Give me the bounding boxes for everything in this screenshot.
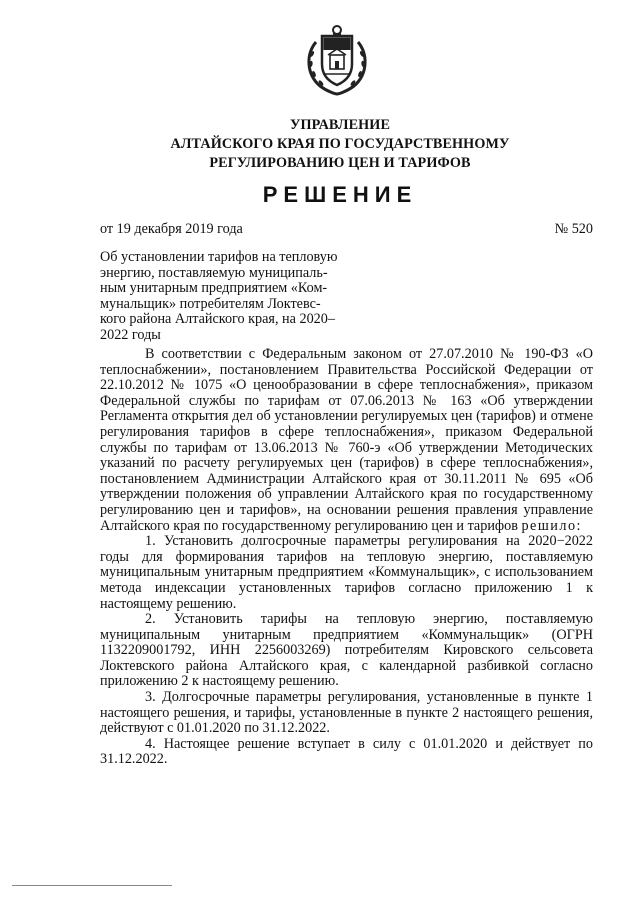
document-date: от 19 декабря 2019 года <box>100 221 243 237</box>
subject-line: кого района Алтайского края, на 2020– <box>100 311 335 328</box>
footer-divider <box>12 885 172 886</box>
document-subject <box>100 250 348 344</box>
subject-line: 2022 годы <box>100 326 161 343</box>
document-title: РЕШЕНИЕ <box>262 182 418 207</box>
preamble-text: В соответствии с Федеральным законом от 27.07.2010 № 190-ФЗ «О теплоснабжении», постановлением Правительства Российской Федерации от 22.10.2012 № 1075 «О ценообразовании в сфере теплоснабжения», приказом Федеральной службы по тарифам от 07.06.2013 № 163 «Об утверждении Регламента открытия дел об установлении регулируемых цен (тарифов) и отмене регулирования тарифов в сфере теплоснабжения», приказом Федеральной службы по тарифам от 13.06.2013 № 760-э «Об утверждении Методических указаний по расчету регулируемых цен (тарифов) в сфере теплоснабжения», постановлением Администрации Алтайского края от 30.11.2011 № 695 «Об утверждении положения об управлении Алтайского края по государственному регулированию цен и тарифов», на основании решения правления управление Алтайского края по государственному регулированию цен и тарифов <box>100 346 593 534</box>
agency-line: РЕГУЛИРОВАНИЮ ЦЕН И ТАРИФОВ <box>209 155 471 171</box>
decided-word: решило <box>521 517 577 534</box>
preamble-paragraph <box>100 347 593 534</box>
agency-name <box>100 116 580 173</box>
subject-line: ным унитарным предприятием «Ком- <box>100 280 328 297</box>
agency-line: АЛТАЙСКОГО КРАЯ ПО ГОСУДАРСТВЕННОМУ <box>170 136 510 152</box>
item-paragraph: 2. Установить тарифы на тепловую энергию, поставляемую муниципальным унитарным предприятием «Коммунальщик» (ОГРН 1132209001792, ИНН 2256003269) потребителям Кировского сельсовета Локтевского района Алтайского края, с календарной разбивкой согласно приложению 2 к настоящему решению. <box>100 611 593 690</box>
subject-line: мунальщик» потребителям Локтевс- <box>100 295 321 312</box>
item-paragraph: 4. Настоящее решение вступает в силу с 01.01.2020 и действует по 31.12.2022. <box>100 735 593 768</box>
item-paragraph: 1. Установить долгосрочные параметры регулирования на 2020−2022 годы для формирования тарифов на тепловую энергию, поставляемую муниципальным унитарным предприятием «Коммунальщик», с использованием метода индексации установленных тарифов согласно приложению 1 к настоящему решению. <box>100 533 593 612</box>
agency-line: УПРАВЛЕНИЕ <box>289 117 391 133</box>
item-paragraph: 3. Долгосрочные параметры регулирования, установленные в пункте 1 настоящего решения, и тарифы, установленные в пункте 2 настоящего решения, действуют с 01.01.2020 по 31.12.2022. <box>100 689 593 737</box>
subject-line: Об установлении тарифов на тепловую <box>100 249 338 265</box>
document-number: № 520 <box>554 221 593 237</box>
subject-line: энергию, поставляемую муниципаль- <box>100 264 328 281</box>
decided-colon: : <box>576 517 581 534</box>
coat-of-arms-icon <box>302 22 372 98</box>
document-body <box>100 347 593 768</box>
